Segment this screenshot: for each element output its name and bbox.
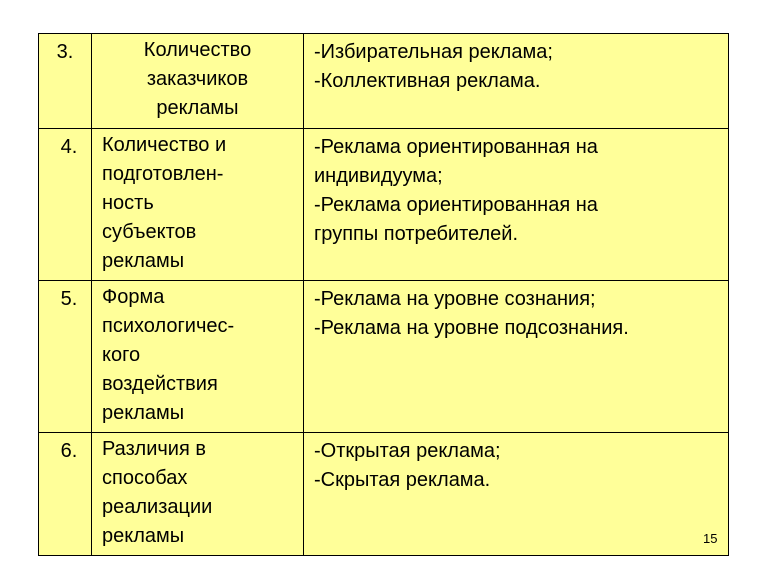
- table-row: [39, 433, 729, 556]
- criterion-cell: [92, 281, 304, 433]
- criterion-line: заказчиков: [146, 68, 249, 90]
- advertising-classification-table: [38, 33, 729, 556]
- criterion-line: психологичес-: [102, 315, 235, 337]
- criterion-line: рекламы: [102, 402, 185, 424]
- types-cell: [304, 281, 729, 433]
- type-line: индивидуума;: [314, 165, 443, 187]
- table-row: [39, 129, 729, 281]
- criterion-line: подготовлен-: [102, 163, 224, 185]
- criterion-cell: [92, 129, 304, 281]
- type-line: -Реклама на уровне сознания;: [314, 288, 596, 310]
- criterion-line: рекламы: [102, 525, 185, 547]
- criterion-line: кого: [102, 344, 141, 366]
- page-number: 15: [703, 531, 718, 546]
- criterion-line: рекламы: [156, 97, 239, 119]
- table-row: [39, 281, 729, 433]
- criterion-line: субъектов: [102, 221, 197, 243]
- criterion-line: Количество: [143, 39, 252, 61]
- table-row: [39, 34, 729, 129]
- type-line: -Открытая реклама;: [314, 440, 501, 462]
- types-cell: [304, 34, 729, 129]
- types-cell: [304, 129, 729, 281]
- row-number: 5.: [39, 281, 92, 433]
- criterion-line: ность: [102, 192, 154, 214]
- criterion-line: воздействия: [102, 373, 218, 395]
- type-line: -Реклама на уровне подсознания.: [314, 317, 629, 339]
- type-line: -Избирательная реклама;: [314, 41, 553, 63]
- criterion-line: рекламы: [102, 250, 185, 272]
- type-line: -Скрытая реклама.: [314, 469, 491, 491]
- row-number: 3.: [39, 34, 92, 129]
- criterion-line: реализации: [102, 496, 213, 518]
- criterion-cell: [92, 433, 304, 556]
- types-cell: [304, 433, 729, 556]
- type-line: -Реклама ориентированная на: [314, 136, 598, 158]
- row-number: 6.: [39, 433, 92, 556]
- criterion-line: Различия в: [102, 438, 206, 460]
- criterion-line: Количество и: [102, 134, 227, 156]
- row-number: 4.: [39, 129, 92, 281]
- criterion-cell: [92, 34, 304, 129]
- criterion-line: Форма: [102, 286, 165, 308]
- type-line: -Реклама ориентированная на: [314, 194, 598, 216]
- criterion-line: способах: [102, 467, 188, 489]
- type-line: -Коллективная реклама.: [314, 70, 541, 92]
- type-line: группы потребителей.: [314, 223, 519, 245]
